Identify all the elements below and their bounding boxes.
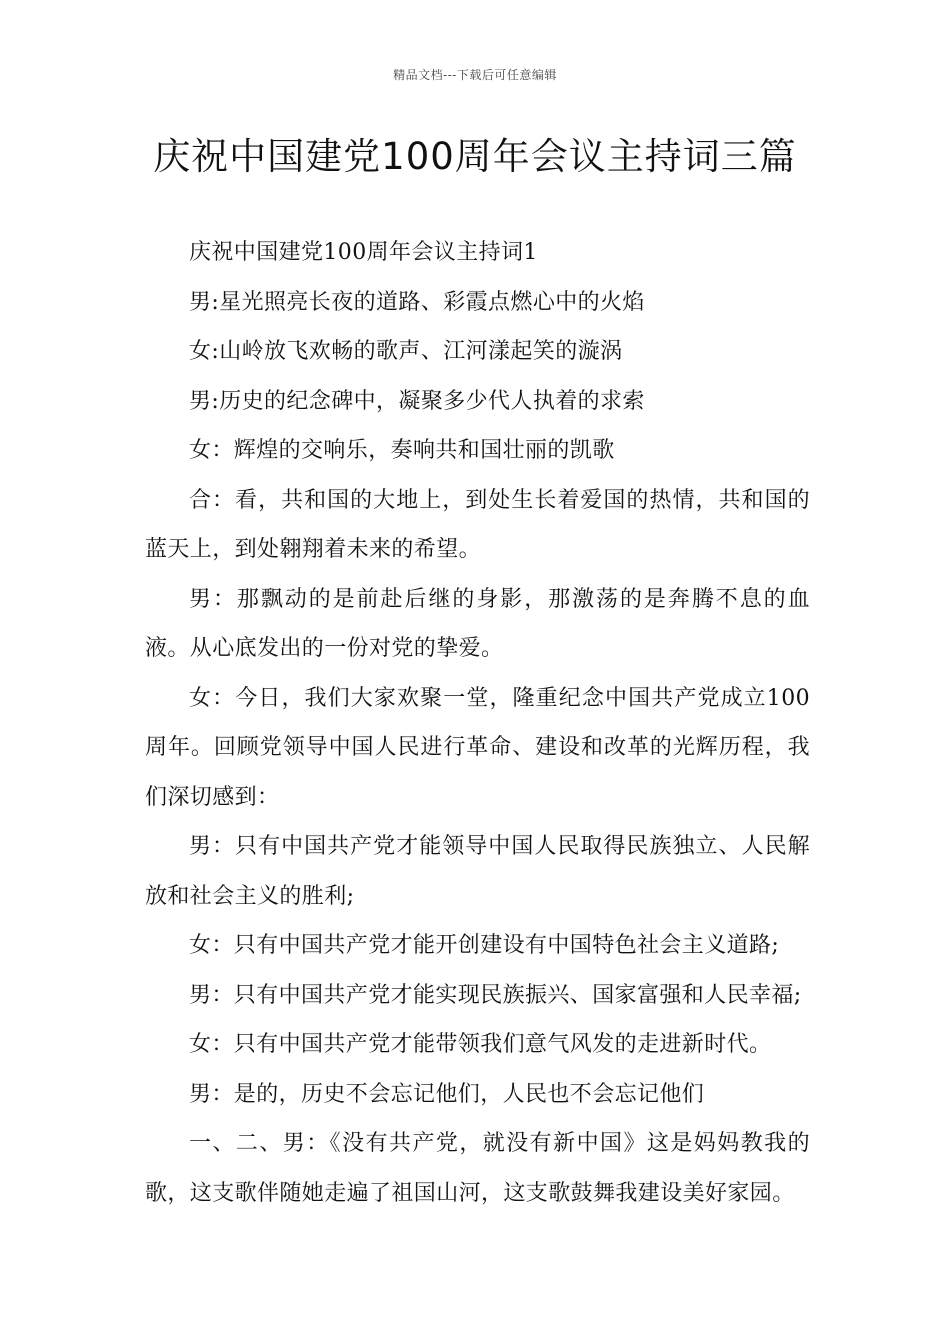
document-body [145, 228, 810, 1218]
paragraph: 合：看，共和国的大地上，到处生长着爱国的热情，共和国的蓝天上，到处翱翔着未来的希望。 [145, 487, 810, 562]
paragraph: 庆祝中国建党100周年会议主持词1 [189, 240, 538, 265]
header-note: 精品文档---下载后可任意编辑 [393, 68, 557, 82]
paragraph: 男：只有中国共产党才能实现民族振兴、国家富强和人民幸福; [189, 982, 802, 1008]
paragraph: 女：辉煌的交响乐，奏响共和国壮丽的凯歌 [189, 438, 615, 463]
document-title: 庆祝中国建党100周年会议主持词三篇 [153, 135, 797, 178]
paragraph: 女：今日，我们大家欢聚一堂，隆重纪念中国共产党成立100周年。回顾党领导中国人民进行革命、建设和改革的光辉历程，我们深切感到： [145, 685, 810, 810]
paragraph: 男：那飘动的是前赴后继的身影，那激荡的是奔腾不息的血液。从心底发出的一份对党的挚爱。 [145, 586, 810, 661]
paragraph: 男：是的，历史不会忘记他们，人民也不会忘记他们 [189, 1081, 705, 1107]
paragraph: 男:星光照亮长夜的道路、彩霞点燃心中的火焰 [189, 289, 645, 315]
paragraph: 女：只有中国共产党才能开创建设有中国特色社会主义道路; [189, 933, 780, 958]
paragraph: 女:山岭放飞欢畅的歌声、江河漾起笑的漩涡 [189, 339, 623, 364]
paragraph: 男：只有中国共产党才能领导中国人民取得民族独立、人民解放和社会主义的胜利; [145, 834, 810, 909]
paragraph: 女：只有中国共产党才能带领我们意气风发的走进新时代。 [189, 1032, 772, 1057]
paragraph: 男:历史的纪念碑中，凝聚多少代人执着的求索 [189, 388, 645, 414]
paragraph: 一、二、男：《没有共产党，就没有新中国》这是妈妈教我的歌，这支歌伴随她走遍了祖国山河，这支歌鼓舞我建设美好家园。 [145, 1131, 810, 1206]
